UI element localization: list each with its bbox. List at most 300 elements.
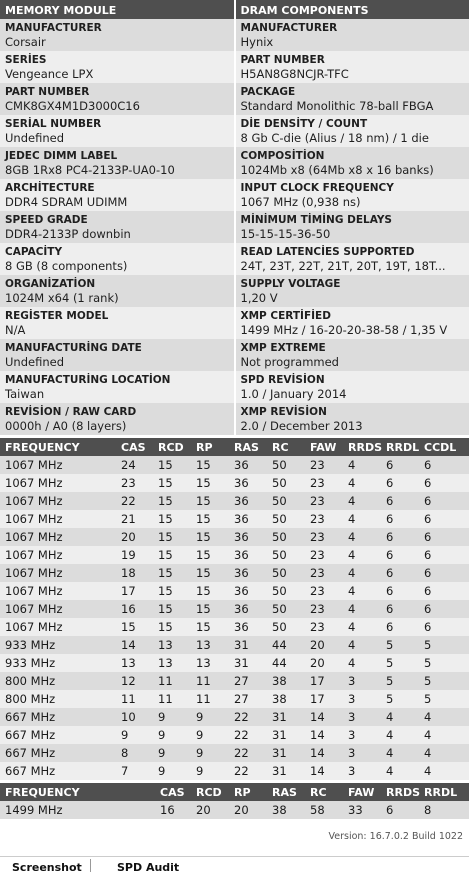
table-row [0,456,469,474]
dram-field [234,371,469,403]
table-cell: 22 [234,746,249,760]
table-cell: 6 [424,512,432,526]
dram-field [234,339,469,371]
field-label: DİE DENSİTY / COUNT [240,118,368,130]
table-cell: 667 MHz [5,746,56,760]
module-field [0,179,234,211]
table-cell: 13 [158,638,173,652]
table-cell: 6 [386,620,394,634]
table-cell: 4 [348,620,356,634]
table-cell: 15 [158,512,173,526]
memory-module-header [0,0,469,19]
table-cell: 4 [348,656,356,670]
table-cell: 15 [158,566,173,580]
table-cell: 6 [424,476,432,490]
table-cell: 11 [196,692,211,706]
table-cell: 4 [424,764,432,778]
table-cell: 21 [121,512,136,526]
table-cell: 17 [121,584,136,598]
column-header: CAS [121,441,146,454]
table-cell: 6 [386,458,394,472]
module-field [0,19,234,51]
table-cell: 31 [272,764,287,778]
table-cell: 15 [158,494,173,508]
table-cell: 38 [272,692,287,706]
column-header: RC [310,786,327,799]
table-cell: 3 [348,710,356,724]
table-cell: 44 [272,656,287,670]
table-cell: 15 [158,602,173,616]
table-cell: 16 [160,803,175,817]
module-field [0,339,234,371]
table-cell: 15 [158,620,173,634]
field-label: SERİES [5,54,47,66]
table-cell: 4 [348,476,356,490]
info-row [0,83,469,115]
table-cell: 1067 MHz [5,476,63,490]
table-cell: 23 [310,602,325,616]
table-row [0,546,469,564]
field-label: MANUFACTURİNG DATE [5,342,142,354]
table-cell: 1067 MHz [5,494,63,508]
table-cell: 8 [121,746,129,760]
table-cell: 9 [196,746,204,760]
table-cell: 4 [424,746,432,760]
table-cell: 3 [348,674,356,688]
table-cell: 22 [234,728,249,742]
table-cell: 15 [196,602,211,616]
table-cell: 5 [386,674,394,688]
table-row [0,690,469,708]
table-cell: 4 [386,746,394,760]
table-cell: 24 [121,458,136,472]
field-label: READ LATENCİES SUPPORTED [240,246,415,258]
table-cell: 27 [234,692,249,706]
table-cell: 15 [196,548,211,562]
table-cell: 14 [310,728,325,742]
column-header: RRDL [424,786,458,799]
table-cell: 9 [158,710,166,724]
column-header: RAS [272,786,297,799]
field-label: CAPACİTY [5,246,63,258]
table-cell: 7 [121,764,129,778]
table-cell: 31 [234,656,249,670]
table-cell: 36 [234,476,249,490]
info-row [0,339,469,371]
table-cell: 38 [272,803,287,817]
table-row [0,708,469,726]
spd-info-grid [0,19,469,435]
spd-audit-tab[interactable]: SPD Audit [117,861,180,872]
table-cell: 5 [424,638,432,652]
table-row [0,600,469,618]
table-cell: 15 [196,458,211,472]
table-cell: 15 [196,512,211,526]
field-label: SPEED GRADE [5,214,88,226]
field-value: 15-15-15-36-50 [240,227,331,241]
table-cell: 36 [234,566,249,580]
info-row [0,179,469,211]
table-row [0,510,469,528]
bottom-tab-bar [0,856,469,872]
table-cell: 6 [424,548,432,562]
table-cell: 9 [121,728,129,742]
table-cell: 11 [196,674,211,688]
table-cell: 667 MHz [5,710,56,724]
table-cell: 6 [424,458,432,472]
table-cell: 15 [121,620,136,634]
table-cell: 23 [310,458,325,472]
table-row [0,474,469,492]
table-cell: 1067 MHz [5,458,63,472]
field-label: REGİSTER MODEL [5,310,109,322]
table-cell: 15 [196,476,211,490]
table-cell: 9 [158,728,166,742]
info-row [0,51,469,83]
table-cell: 31 [272,710,287,724]
table-cell: 4 [424,710,432,724]
table-header-row [0,438,469,456]
table-cell: 3 [348,746,356,760]
field-label: MİNİMUM TİMİNG DELAYS [240,214,392,226]
table-cell: 20 [310,638,325,652]
column-header: FAW [348,786,375,799]
table-cell: 667 MHz [5,728,56,742]
field-label: XMP REVİSİON [240,406,327,418]
table-cell: 4 [348,494,356,508]
table-cell: 23 [121,476,136,490]
table-cell: 9 [196,710,204,724]
table-cell: 9 [158,746,166,760]
module-field [0,371,234,403]
table-cell: 50 [272,620,287,634]
table-row [0,582,469,600]
table-cell: 20 [234,803,249,817]
table-cell: 22 [234,710,249,724]
table-cell: 9 [196,728,204,742]
table-cell: 1067 MHz [5,548,63,562]
table-cell: 15 [158,584,173,598]
table-cell: 1499 MHz [5,803,63,817]
module-field [0,147,234,179]
field-value: 1067 MHz (0,938 ns) [240,195,361,209]
table-cell: 1067 MHz [5,512,63,526]
field-value: H5AN8G8NCJR-TFC [240,67,349,81]
table-cell: 16 [121,602,136,616]
info-row [0,307,469,339]
field-value: 0000h / A0 (8 layers) [5,419,127,433]
table-cell: 58 [310,803,325,817]
field-label: REVİSİON / RAW CARD [5,406,137,418]
table-cell: 33 [348,803,363,817]
module-field [0,243,234,275]
module-field [0,403,234,435]
table-cell: 1067 MHz [5,584,63,598]
table-cell: 36 [234,512,249,526]
table-cell: 6 [386,494,394,508]
field-value: Hynix [240,35,274,49]
field-value: 1499 MHz / 16-20-20-38-58 / 1,35 V [240,323,448,337]
field-value: 1.0 / January 2014 [240,387,347,401]
table-cell: 5 [424,692,432,706]
column-header: RRDS [348,441,382,454]
column-header: RAS [234,441,259,454]
dram-field [234,275,469,307]
column-header: FREQUENCY [5,786,80,799]
dram-components-title: DRAM COMPONENTS [234,0,469,19]
table-cell: 36 [234,530,249,544]
dram-field [234,307,469,339]
column-header: FREQUENCY [5,441,80,454]
table-cell: 14 [121,638,136,652]
table-cell: 4 [348,548,356,562]
table-cell: 6 [386,548,394,562]
info-row [0,371,469,403]
table-cell: 5 [424,674,432,688]
info-row [0,147,469,179]
table-cell: 50 [272,602,287,616]
field-label: INPUT CLOCK FREQUENCY [240,182,394,194]
info-row [0,115,469,147]
table-cell: 5 [424,656,432,670]
table-cell: 36 [234,584,249,598]
table-cell: 36 [234,602,249,616]
table-cell: 6 [386,602,394,616]
memory-module-title: MEMORY MODULE [5,4,117,17]
table-cell: 6 [424,584,432,598]
column-header: RP [234,786,251,799]
dram-field [234,243,469,275]
table-cell: 20 [310,656,325,670]
table-cell: 15 [158,458,173,472]
table-cell: 38 [272,674,287,688]
table-cell: 23 [310,494,325,508]
dram-field [234,51,469,83]
table-cell: 9 [158,764,166,778]
dram-field [234,19,469,51]
table-cell: 50 [272,494,287,508]
table-cell: 20 [121,530,136,544]
table-cell: 15 [158,530,173,544]
table-cell: 4 [386,710,394,724]
table-cell: 6 [386,803,394,817]
table-cell: 3 [348,692,356,706]
table-cell: 50 [272,458,287,472]
column-header: FAW [310,441,337,454]
field-label: JEDEC DIMM LABEL [5,150,118,162]
table-cell: 36 [234,494,249,508]
field-label: MANUFACTURER [5,22,102,34]
field-label: PART NUMBER [240,54,325,66]
dram-field [234,211,469,243]
table-cell: 15 [196,530,211,544]
table-cell: 5 [386,692,394,706]
field-value: DDR4-2133P downbin [5,227,131,241]
dram-field [234,179,469,211]
field-value: Undefined [5,355,64,369]
table-cell: 4 [348,566,356,580]
table-cell: 50 [272,530,287,544]
field-label: MANUFACTURER [240,22,338,34]
field-value: Standard Monolithic 78-ball FBGA [240,99,434,113]
dram-field [234,83,469,115]
table-cell: 6 [386,530,394,544]
table-cell: 31 [234,638,249,652]
table-cell: 800 MHz [5,692,56,706]
table-cell: 20 [196,803,211,817]
field-label: PACKAGE [240,86,296,98]
table-row [0,726,469,744]
table-cell: 4 [348,512,356,526]
info-row [0,211,469,243]
module-field [0,307,234,339]
field-label: PART NUMBER [5,86,90,98]
table-cell: 27 [234,674,249,688]
table-cell: 4 [386,728,394,742]
table-cell: 5 [386,656,394,670]
table-cell: 1067 MHz [5,602,63,616]
module-field [0,275,234,307]
table-cell: 50 [272,566,287,580]
table-cell: 23 [310,548,325,562]
table-cell: 6 [386,584,394,598]
table-cell: 23 [310,584,325,598]
field-label: ARCHİTECTURE [5,182,95,194]
table-row [0,801,469,819]
table-cell: 3 [348,764,356,778]
field-label: SERİAL NUMBER [5,118,102,130]
table-cell: 12 [121,674,136,688]
table-cell: 17 [310,674,325,688]
column-header: CAS [160,786,185,799]
table-row [0,636,469,654]
table-cell: 17 [310,692,325,706]
table-cell: 31 [272,728,287,742]
table-cell: 50 [272,476,287,490]
table-cell: 4 [424,728,432,742]
table-cell: 23 [310,530,325,544]
table-cell: 15 [196,566,211,580]
table-row [0,762,469,780]
table-cell: 44 [272,638,287,652]
table-cell: 14 [310,710,325,724]
table-cell: 6 [424,620,432,634]
column-header: RCD [196,786,222,799]
table-row [0,528,469,546]
field-label: COMPOSİTİON [240,150,325,162]
table-cell: 667 MHz [5,764,56,778]
info-row [0,243,469,275]
table-cell: 50 [272,584,287,598]
table-cell: 4 [348,602,356,616]
table-cell: 22 [121,494,136,508]
module-field [0,83,234,115]
module-field [0,115,234,147]
field-value: DDR4 SDRAM UDIMM [5,195,128,209]
table-cell: 13 [121,656,136,670]
field-value: N/A [5,323,26,337]
table-cell: 933 MHz [5,638,56,652]
table-row [0,744,469,762]
field-value: 2.0 / December 2013 [240,419,363,433]
version-label: Version: 16.7.0.2 Build 1022 [328,831,463,842]
table-cell: 15 [196,494,211,508]
table-cell: 800 MHz [5,674,56,688]
table-cell: 31 [272,746,287,760]
table-cell: 5 [386,638,394,652]
column-header: RC [272,441,289,454]
column-header: RRDL [386,441,420,454]
table-cell: 36 [234,548,249,562]
table-cell: 6 [424,494,432,508]
module-field [0,51,234,83]
info-row [0,19,469,51]
table-cell: 6 [424,566,432,580]
field-value: Vengeance LPX [5,67,94,81]
field-value: 8 GB (8 components) [5,259,128,273]
table-row [0,618,469,636]
table-cell: 19 [121,548,136,562]
table-cell: 13 [158,656,173,670]
table-cell: 36 [234,620,249,634]
field-value: 8 Gb C-die (Alius / 18 nm) / 1 die [240,131,429,145]
table-cell: 50 [272,548,287,562]
screenshot-tab[interactable]: Screenshot [12,861,82,872]
timing-table [0,438,469,780]
table-cell: 4 [348,638,356,652]
table-cell: 15 [196,584,211,598]
table-cell: 1067 MHz [5,620,63,634]
table-cell: 6 [386,476,394,490]
field-label: ORGANİZATİON [5,278,96,290]
table-cell: 23 [310,566,325,580]
table-cell: 10 [121,710,136,724]
field-label: XMP EXTREME [240,342,326,354]
field-value: 1,20 V [240,291,278,305]
table-row [0,492,469,510]
table-cell: 11 [121,692,136,706]
table-cell: 50 [272,512,287,526]
field-value: Undefined [5,131,64,145]
field-value: 24T, 23T, 22T, 21T, 20T, 19T, 18T... [240,259,446,273]
table-cell: 11 [158,674,173,688]
table-cell: 933 MHz [5,656,56,670]
table-cell: 6 [386,512,394,526]
table-header-row [0,783,469,801]
column-header: CCDL [424,441,457,454]
field-value: Corsair [5,35,46,49]
table-cell: 15 [158,476,173,490]
field-label: SUPPLY VOLTAGE [240,278,341,290]
field-value: 1024M x64 (1 rank) [5,291,119,305]
table-cell: 4 [348,584,356,598]
table-cell: 4 [348,458,356,472]
table-cell: 1067 MHz [5,566,63,580]
table-cell: 23 [310,476,325,490]
field-value: Taiwan [5,387,45,401]
table-cell: 6 [386,566,394,580]
table-cell: 15 [158,548,173,562]
column-header: RCD [158,441,184,454]
table-cell: 6 [424,602,432,616]
table-cell: 13 [196,638,211,652]
field-label: XMP CERTİFİED [240,310,331,322]
table-cell: 3 [348,728,356,742]
table-cell: 8 [424,803,432,817]
info-row [0,275,469,307]
table-cell: 14 [310,764,325,778]
table-cell: 15 [196,620,211,634]
